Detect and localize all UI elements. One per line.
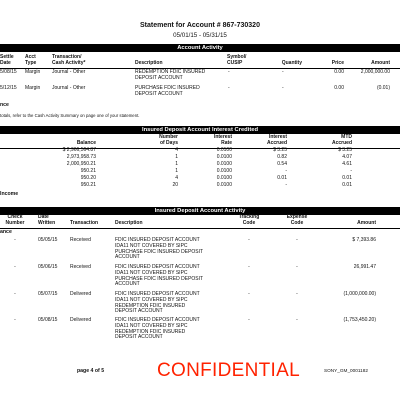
col-date-written: Date Written — [38, 214, 56, 226]
col-tracking-code: Tracking Code — [238, 214, 260, 226]
col-interest-accrued: Interest Accrued — [266, 134, 287, 146]
footnote: totals, refer to the Cash Activity Summary on page one of your statement. — [0, 113, 140, 118]
col-price: Price — [331, 60, 344, 66]
description: REDEMPTION FDIC INSURED DEPOSIT ACCOUNT — [135, 69, 206, 81]
col-check-number: Check Number — [5, 214, 25, 226]
col-transaction: Transaction/ Cash Activity* — [52, 54, 86, 66]
description: FDIC INSURED DEPOSIT ACCOUNT IDA11 NOT COVERED BY SIPC PURCHASE FDIC INSURED DEPOSIT ACCOUNT — [115, 237, 204, 261]
interest-credited-header-bar — [0, 126, 400, 134]
col-acct-type: Acct Type — [25, 54, 37, 66]
deposit-activity-header-bar — [0, 207, 400, 215]
col-number-of-days: Number of Days — [159, 134, 178, 146]
col-description: Description — [115, 220, 143, 226]
bates-number: SONY_GM_0001182 — [324, 368, 368, 373]
amount: 2,000,000.00 — [360, 69, 390, 75]
price: 0.00 — [334, 85, 344, 91]
quantity: - — [282, 69, 284, 75]
divider — [0, 228, 400, 229]
statement-title: Statement for Account # 867-730320 — [140, 22, 260, 29]
col-amount: Amount — [357, 220, 376, 226]
symbol: - — [228, 69, 230, 75]
col-balance: Balance — [76, 140, 96, 146]
col-interest-rate: Interest Rate — [213, 134, 232, 146]
section-label: Income — [0, 191, 19, 197]
symbol: - — [228, 85, 230, 91]
acct-type: Margin — [25, 85, 41, 91]
account-activity-title: Account Activity — [177, 45, 223, 51]
page-number: page 4 of 5 — [77, 368, 105, 374]
description: FDIC INSURED DEPOSIT ACCOUNT IDA11 NOT COVERED BY SIPC REDEMPTION FDIC INSURED DEPOSIT ACCOUNT — [115, 291, 200, 315]
col-mtd-accrued: MTD Accrued — [331, 134, 352, 146]
statement-period: 05/01/15 - 05/31/15 — [173, 32, 227, 39]
account-activity-header-bar — [0, 44, 400, 52]
confidential-stamp: CONFIDENTIAL — [157, 360, 300, 381]
section-label: ance — [0, 229, 12, 235]
col-quantity: Quantity — [281, 60, 302, 66]
section-label: nce — [0, 102, 9, 108]
col-amount: Amount — [371, 60, 390, 66]
col-symbol-cusip: Symbol/ CUSIP — [227, 54, 247, 66]
description: FDIC INSURED DEPOSIT ACCOUNT IDA11 NOT COVERED BY SIPC PURCHASE FDIC INSURED DEPOSIT ACCOUNT — [115, 264, 204, 288]
description: FDIC INSURED DEPOSIT ACCOUNT IDA11 NOT COVERED BY SIPC REDEMPTION FDIC INSURED DEPOSIT ACCOUNT — [115, 317, 200, 341]
col-transaction: Transaction — [70, 220, 99, 226]
acct-type: Margin — [25, 69, 41, 75]
interest-credited-title: Insured Deposit Account Interest Credited — [141, 127, 259, 133]
transaction: Journal - Other — [52, 85, 86, 91]
transaction: Journal - Other — [52, 69, 86, 75]
amount: (0.01) — [376, 85, 390, 91]
settle-date: 5/08/15 — [0, 69, 17, 75]
col-expense-code: Expense Code — [286, 214, 308, 226]
deposit-activity-title: Insured Deposit Account Activity — [154, 208, 246, 214]
settle-date: 5/12/15 — [0, 85, 17, 91]
price: 0.00 — [334, 69, 344, 75]
description: PURCHASE FDIC INSURED DEPOSIT ACCOUNT — [135, 85, 200, 97]
quantity: - — [282, 85, 284, 91]
col-settle-date: Settle Date — [0, 54, 14, 66]
col-description: Description — [135, 60, 163, 66]
